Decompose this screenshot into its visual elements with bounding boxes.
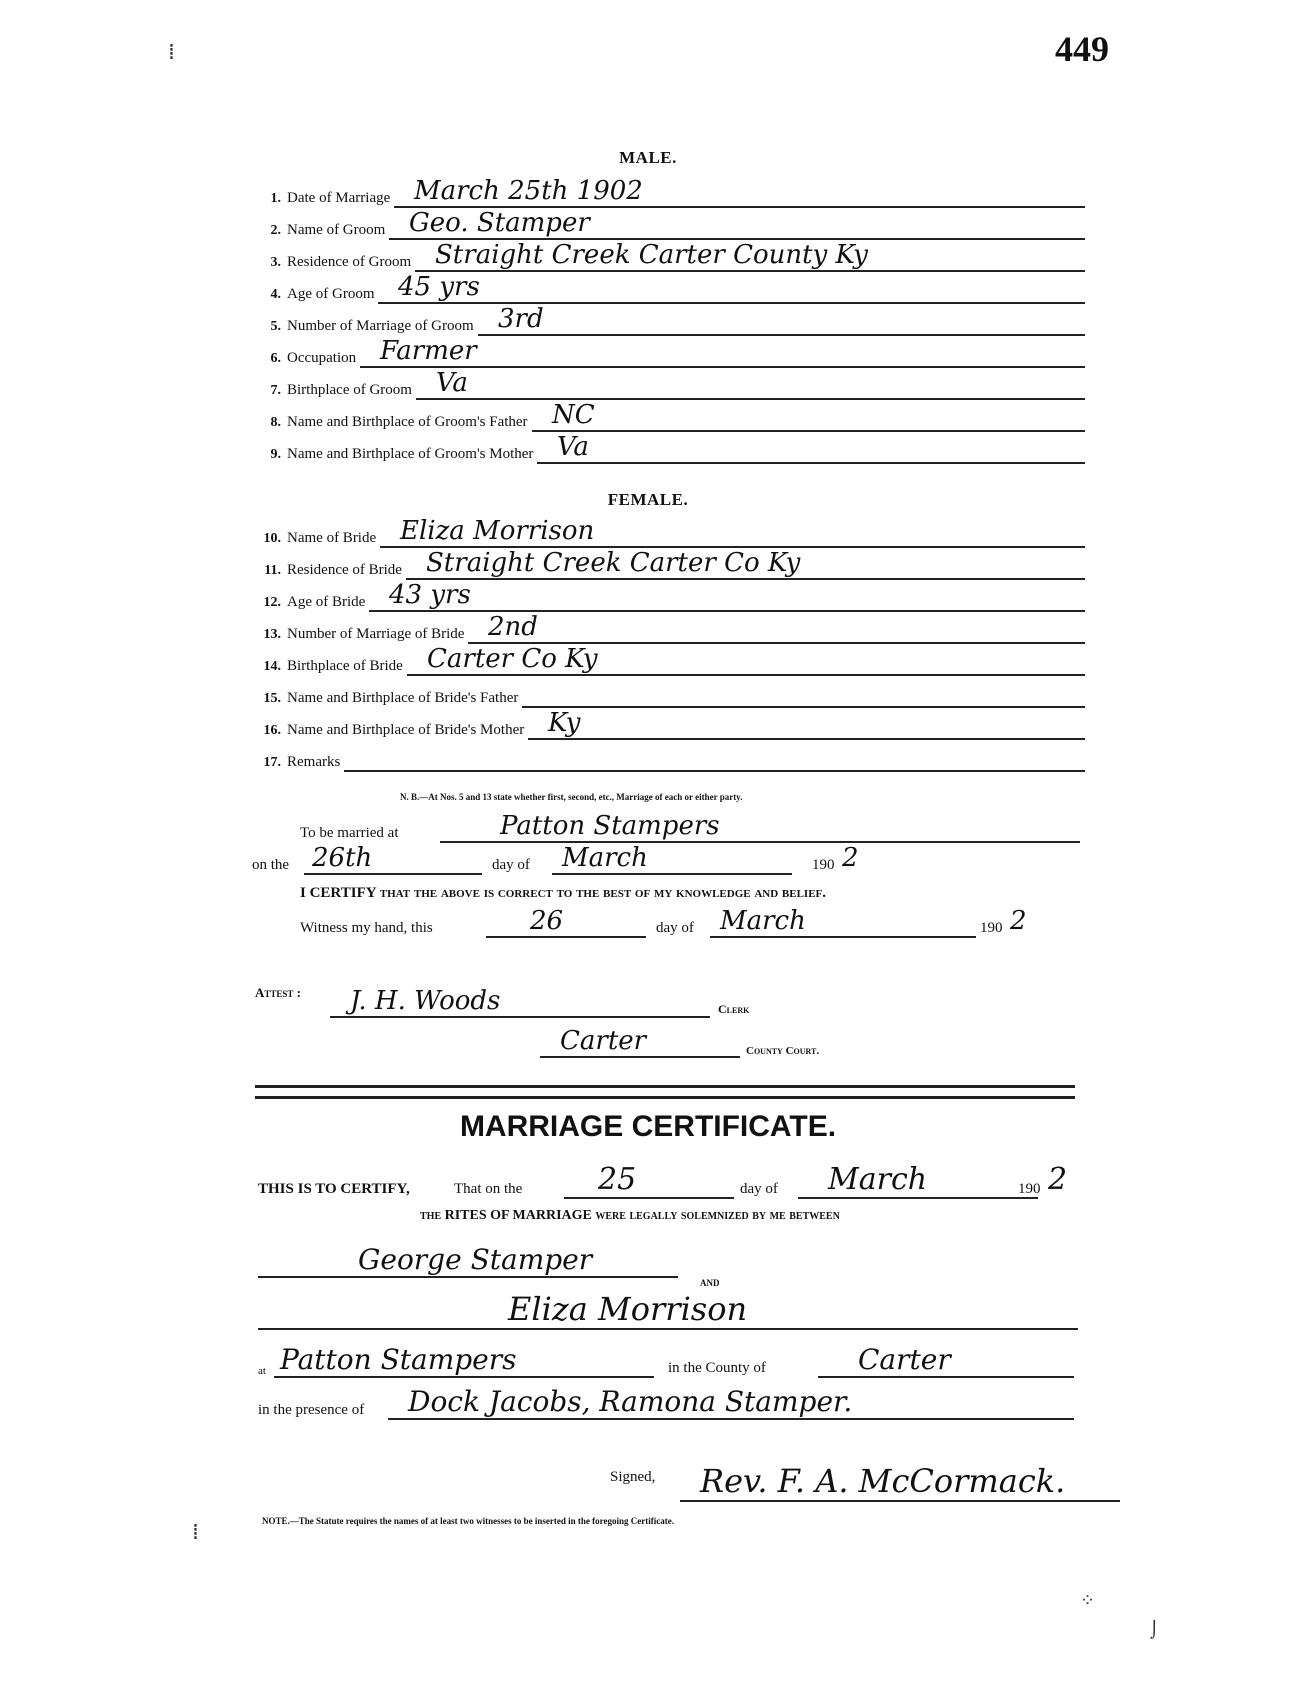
field-value: Ky xyxy=(548,708,581,738)
to-be-married-row xyxy=(300,811,1080,845)
day-of-label: day of xyxy=(492,857,530,873)
field-number: 13. xyxy=(263,627,281,642)
field-value: 45 yrs xyxy=(398,272,480,302)
cert-day-value: 25 xyxy=(598,1162,637,1197)
field-number: 17. xyxy=(263,755,281,770)
in-county-label: in the County of xyxy=(668,1360,766,1376)
bride-name-value: Eliza Morrison xyxy=(508,1290,748,1328)
form-row xyxy=(245,708,1085,742)
field-rule xyxy=(344,770,1085,772)
form-row xyxy=(245,208,1085,242)
field-number: 11. xyxy=(264,563,281,578)
section-divider xyxy=(255,1085,1075,1099)
witness-month-value: March xyxy=(720,906,806,936)
field-number: 6. xyxy=(270,351,281,366)
field-value: March 25th 1902 xyxy=(414,176,643,206)
field-rule xyxy=(415,270,1085,272)
rule xyxy=(798,1197,1038,1199)
to-be-married-value: Patton Stampers xyxy=(500,811,720,841)
at-label: at xyxy=(258,1365,266,1377)
that-on-label: That on the xyxy=(454,1181,523,1197)
field-label: Name of Groom xyxy=(287,222,386,238)
year-prefix: 190 xyxy=(812,857,835,873)
year-digit: 2 xyxy=(1010,906,1027,936)
presence-value: Dock Jacobs, Ramona Stamper. xyxy=(408,1385,853,1418)
field-label: Age of Bride xyxy=(287,594,366,610)
field-number: 5. xyxy=(270,319,281,334)
on-the-day-value: 26th xyxy=(312,843,373,873)
field-number: 9. xyxy=(270,447,281,462)
signed-label: Signed, xyxy=(610,1469,656,1485)
witness-day-value: 26 xyxy=(530,906,564,936)
year-digit: 2 xyxy=(1048,1162,1068,1197)
rule xyxy=(440,841,1080,843)
and-label: AND xyxy=(700,1278,720,1288)
field-label: Number of Marriage of Groom xyxy=(287,318,474,334)
field-rule xyxy=(407,674,1085,676)
field-value: Straight Creek Carter County Ky xyxy=(435,240,868,270)
field-number: 8. xyxy=(270,415,281,430)
field-label: Name and Birthplace of Groom's Father xyxy=(287,414,528,430)
groom-name-value: George Stamper xyxy=(358,1243,593,1276)
year-prefix: 190 xyxy=(1018,1181,1041,1197)
form-row xyxy=(245,304,1085,338)
field-label: Name of Bride xyxy=(287,530,377,546)
field-rule xyxy=(528,738,1085,740)
form-row xyxy=(245,400,1085,434)
rule xyxy=(552,873,792,875)
rule xyxy=(564,1197,734,1199)
field-label: Residence of Groom xyxy=(287,254,412,270)
to-be-married-label: To be married at xyxy=(300,825,399,841)
field-label: Remarks xyxy=(287,754,341,770)
scan-speck-icon: ⁘ xyxy=(1080,1590,1096,1611)
in-county-value: Carter xyxy=(858,1343,951,1376)
field-label: Residence of Bride xyxy=(287,562,402,578)
form-row xyxy=(245,580,1085,614)
field-rule xyxy=(416,398,1085,400)
rule xyxy=(818,1376,1074,1378)
form-row xyxy=(245,744,1085,774)
field-value: 3rd xyxy=(498,304,544,334)
county-row xyxy=(540,1026,860,1060)
county-value: Carter xyxy=(560,1026,647,1056)
field-value: Straight Creek Carter Co Ky xyxy=(426,548,801,578)
attest-value: J. H. Woods xyxy=(350,986,501,1016)
year-prefix: 190 xyxy=(980,920,1003,936)
field-label: Occupation xyxy=(287,350,357,366)
rule xyxy=(304,873,482,875)
field-label: Name and Birthplace of Groom's Mother xyxy=(287,446,534,462)
field-number: 16. xyxy=(263,723,281,738)
field-rule xyxy=(532,430,1085,432)
field-label: Birthplace of Groom xyxy=(287,382,412,398)
on-the-month-value: March xyxy=(562,843,648,873)
rule xyxy=(486,936,646,938)
female-heading: FEMALE. xyxy=(607,490,689,509)
signed-value: Rev. F. A. McCormack. xyxy=(700,1462,1066,1500)
field-number: 3. xyxy=(270,255,281,270)
day-of-label: day of xyxy=(740,1181,778,1197)
field-rule xyxy=(378,302,1085,304)
field-number: 10. xyxy=(263,531,281,546)
form-row xyxy=(245,548,1085,582)
field-label: Date of Marriage xyxy=(287,190,391,206)
field-rule xyxy=(522,706,1085,708)
rule xyxy=(258,1328,1078,1330)
field-value: Eliza Morrison xyxy=(400,516,595,546)
field-value: 2nd xyxy=(488,612,538,642)
day-of-label: day of xyxy=(656,920,694,936)
county-court-label: County Court. xyxy=(746,1045,820,1057)
field-number: 1. xyxy=(270,191,281,206)
certificate-title: MARRIAGE CERTIFICATE. xyxy=(459,1110,837,1143)
rule xyxy=(388,1418,1074,1420)
field-label: Age of Groom xyxy=(287,286,375,302)
at-value: Patton Stampers xyxy=(280,1343,517,1376)
field-value: Farmer xyxy=(380,336,477,366)
presence-row xyxy=(258,1382,1118,1422)
at-row xyxy=(258,1340,1118,1380)
year-digit: 2 xyxy=(842,843,859,873)
field-value: Va xyxy=(557,432,589,462)
field-number: 14. xyxy=(263,659,281,674)
form-row xyxy=(245,272,1085,306)
field-number: 12. xyxy=(263,595,281,610)
form-row xyxy=(245,644,1085,678)
clerk-label: Clerk xyxy=(718,1002,750,1016)
field-value: Carter Co Ky xyxy=(427,644,598,674)
field-label: Name and Birthplace of Bride's Mother xyxy=(287,722,525,738)
rule xyxy=(258,1276,678,1278)
form-row xyxy=(245,516,1085,550)
form-row xyxy=(245,368,1085,402)
nb-note: N. B.—At Nos. 5 and 13 state whether first, second, etc., Marriage of each or either party. xyxy=(400,792,743,802)
this-certify-row xyxy=(258,1162,1098,1201)
form-row xyxy=(245,176,1085,210)
bride-name-row xyxy=(258,1290,1118,1332)
field-label: Number of Marriage of Bride xyxy=(287,626,465,642)
scan-speck-icon: ⌡ xyxy=(1150,1620,1159,1639)
form-row xyxy=(245,432,1085,466)
field-label: Name and Birthplace of Bride's Father xyxy=(287,690,519,706)
rule xyxy=(680,1500,1120,1502)
field-rule xyxy=(360,366,1085,368)
rule xyxy=(540,1056,740,1058)
on-the-row xyxy=(252,843,1080,877)
statute-note: NOTE.—The Statute requires the names of at least two witnesses to be inserted in the foregoing Certificate. xyxy=(262,1516,674,1526)
field-rule xyxy=(478,334,1085,336)
margin-mark-icon: ⁞ xyxy=(168,40,175,65)
field-value: 43 yrs xyxy=(389,580,471,610)
rites-text: the RITES OF MARRIAGE were legally solemnized by me between xyxy=(420,1208,840,1223)
field-number: 4. xyxy=(270,287,281,302)
field-value: Geo. Stamper xyxy=(409,208,590,238)
field-rule xyxy=(369,610,1085,612)
form-row xyxy=(245,612,1085,646)
field-number: 15. xyxy=(263,691,281,706)
form-row xyxy=(245,680,1085,710)
male-heading: MALE. xyxy=(619,148,677,167)
field-number: 2. xyxy=(270,223,281,238)
form-row xyxy=(245,336,1085,370)
page-number: 449 xyxy=(1055,29,1109,69)
certify-text: I CERTIFY that the above is correct to the best of my knowledge and belief. xyxy=(300,885,827,901)
field-value: Va xyxy=(436,368,468,398)
rule xyxy=(330,1016,710,1018)
field-number: 7. xyxy=(270,383,281,398)
witness-label: Witness my hand, this xyxy=(300,920,433,936)
witness-row xyxy=(300,906,1080,940)
attest-label: Attest : xyxy=(255,985,301,1000)
on-the-label: on the xyxy=(252,857,290,873)
cert-month-value: March xyxy=(828,1162,928,1197)
presence-label: in the presence of xyxy=(258,1402,365,1418)
rule xyxy=(710,936,976,938)
signed-row xyxy=(610,1460,1170,1504)
margin-mark-icon: ⁞ xyxy=(192,1520,199,1545)
field-label: Birthplace of Bride xyxy=(287,658,403,674)
form-row xyxy=(245,240,1085,274)
attest-row xyxy=(330,986,770,1020)
field-rule xyxy=(537,462,1085,464)
this-certify-label: THIS IS TO CERTIFY, xyxy=(258,1181,410,1197)
field-rule xyxy=(406,578,1085,580)
groom-name-row xyxy=(258,1240,798,1280)
rule xyxy=(274,1376,654,1378)
field-value: NC xyxy=(552,400,595,430)
